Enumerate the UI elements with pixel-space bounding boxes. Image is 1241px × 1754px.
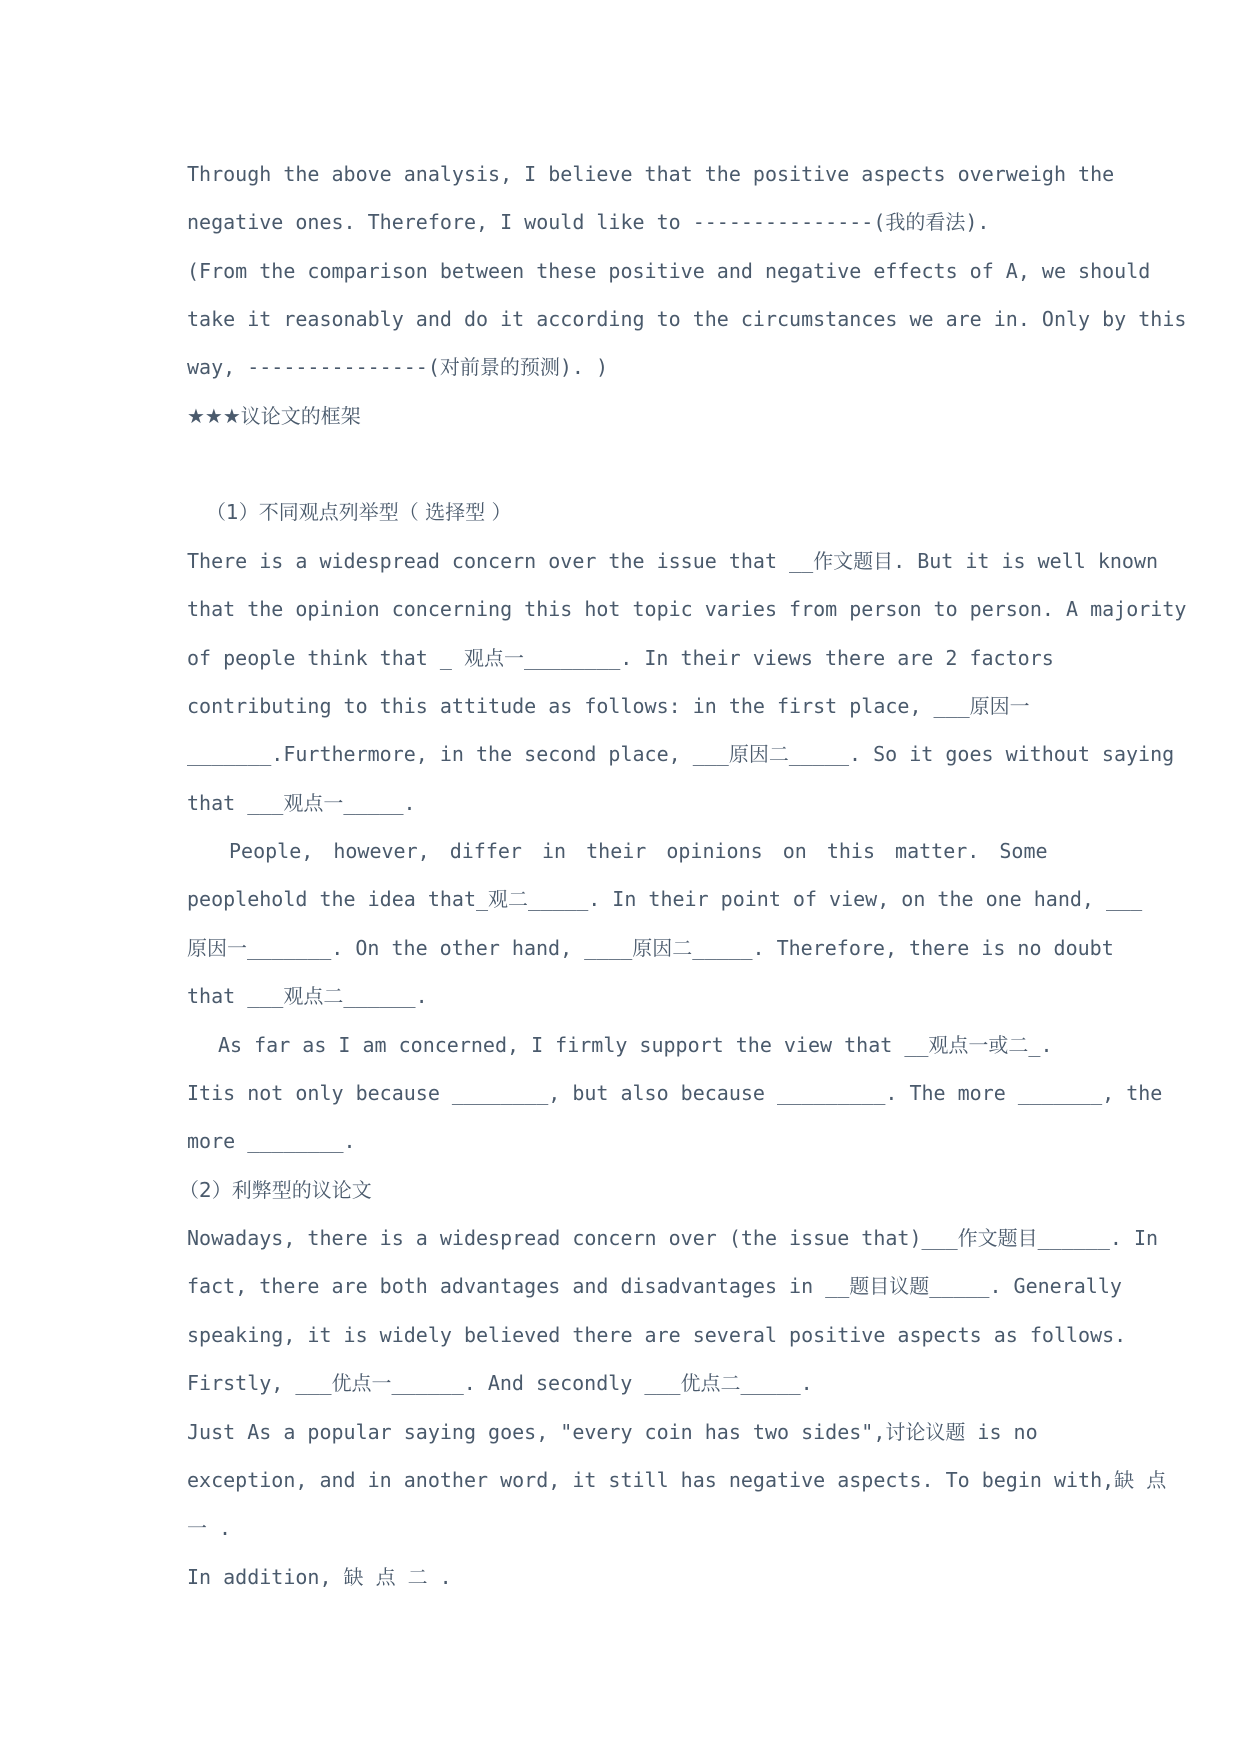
text-line: peoplehold the idea that_观二_____. In their point of view, on the one hand, ___ — [187, 887, 1143, 911]
text-line: Itis not only because ________, but also because _________. The more _______, the — [187, 1081, 1163, 1105]
text-line: Firstly, ___优点一______. And secondly ___优点二_____. — [187, 1371, 813, 1395]
text-line: that ___观点二______. — [187, 984, 428, 1008]
text-line: way, ---------------(对前景的预测). ) — [187, 355, 609, 379]
text-line: In addition, 缺 点 二 . — [187, 1565, 452, 1589]
text-line: exception, and in another word, it still has negative aspects. To begin with,缺 点 — [187, 1468, 1167, 1492]
text-line: (From the comparison between these positive and negative effects of A, we should — [187, 259, 1151, 283]
text-line: contributing to this attitude as follows: in the first place, ___原因一 — [187, 694, 1030, 718]
text-line: that ___观点一_____. — [187, 791, 416, 815]
section-heading: ★★★议论文的框架 — [187, 404, 361, 428]
subsection-heading: （1）不同观点列举型（ 选择型 ） — [206, 500, 512, 524]
text-line: Nowadays, there is a widespread concern over (the issue that)___作文题目______. In — [187, 1226, 1159, 1250]
text-line: fact, there are both advantages and disadvantages in __题目议题_____. Generally — [187, 1274, 1122, 1298]
text-line: As far as I am concerned, I firmly support the view that __观点一或二_. — [218, 1033, 1053, 1057]
subsection-heading: （2）利弊型的议论文 — [179, 1178, 372, 1202]
text-line: People, however, differ in their opinions on this matter. Some — [229, 839, 1048, 863]
text-line: negative ones. Therefore, I would like to ---------------(我的看法). — [187, 210, 990, 234]
text-line: _______.Furthermore, in the second place, ___原因二_____. So it goes without saying — [187, 742, 1175, 766]
text-line: take it reasonably and do it according to the circumstances we are in. Only by this — [187, 307, 1187, 331]
text-line: speaking, it is widely believed there are several positive aspects as follows. — [187, 1323, 1127, 1347]
text-line: Just As a popular saying goes, "every coin has two sides",讨论议题 is no — [187, 1420, 1038, 1444]
text-line: of people think that _ 观点一________. In their views there are 2 factors — [187, 646, 1054, 670]
text-line: more ________. — [187, 1129, 356, 1153]
text-line: 一 . — [187, 1516, 232, 1540]
text-line: There is a widespread concern over the issue that __作文题目. But it is well known — [187, 549, 1159, 573]
text-line: that the opinion concerning this hot topic varies from person to person. A majority — [187, 597, 1187, 621]
text-line: Through the above analysis, I believe that the positive aspects overweigh the — [187, 162, 1115, 186]
text-line: 原因一_______. On the other hand, ____原因二_____. Therefore, there is no doubt — [187, 936, 1114, 960]
